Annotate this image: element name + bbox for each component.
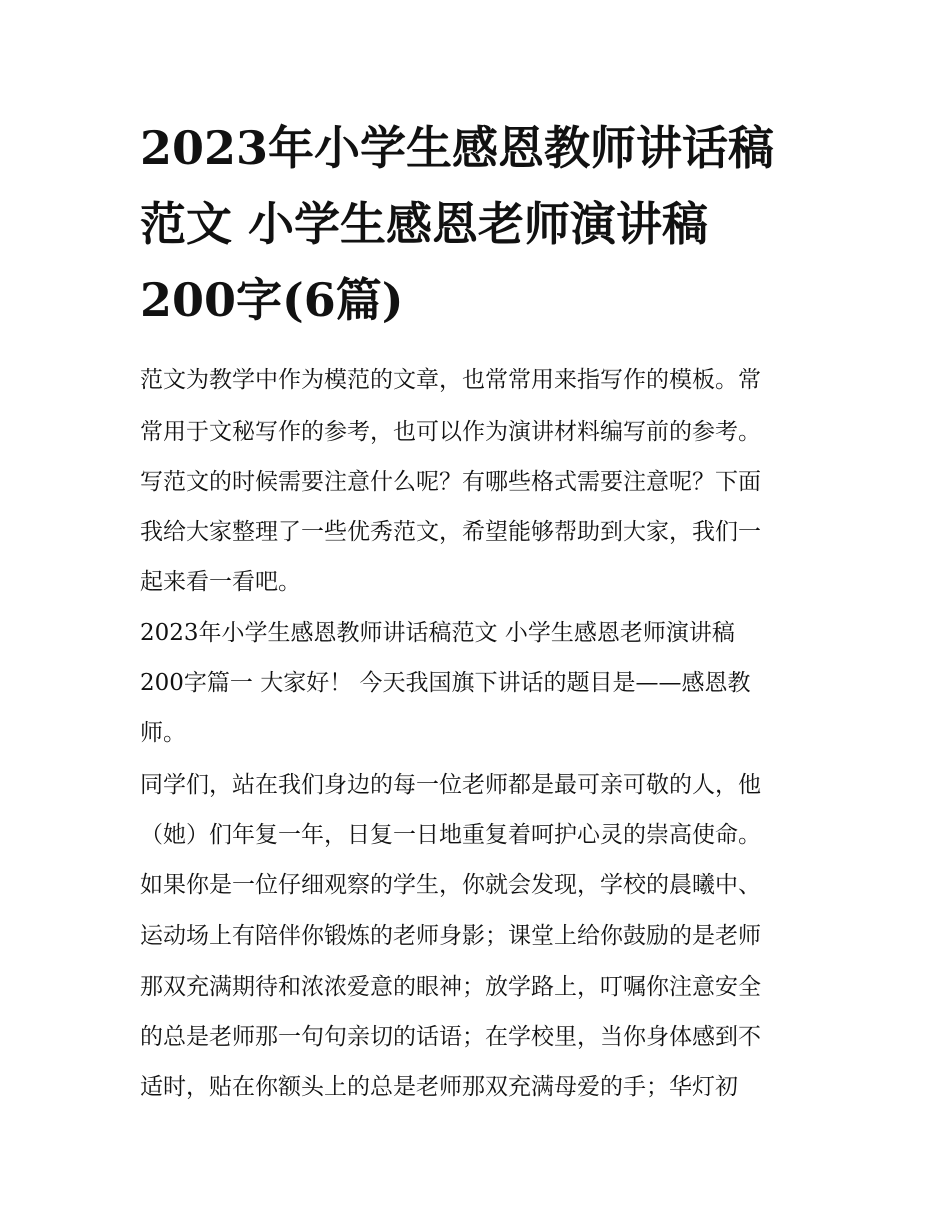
body-line-8: 师。 [140,720,186,746]
body-line-14: 的总是老师那一句句亲切的话语；在学校里，当你身体感到不 [140,1024,761,1050]
title-line-1: 2023年小学生感恩教师讲话稿 [140,121,775,175]
body-line-11: 如果你是一位仔细观察的学生，你就会发现，学校的晨曦中、 [140,872,761,898]
body-line-2: 常用于文秘写作的参考，也可以作为演讲材料编写前的参考。 [140,419,761,445]
body-line-13: 那双充满期待和浓浓爱意的眼神；放学路上，叮嘱你注意安全 [140,974,761,1000]
body-line-9: 同学们，站在我们身边的每一位老师都是最可亲可敬的人，他 [140,772,761,798]
body-line-5: 起来看一看吧。 [140,569,301,595]
body-line-7: 200字篇一 大家好！ 今天我国旗下讲话的题目是——感恩教 [140,670,751,696]
body-line-6: 2023年小学生感恩教师讲话稿范文 小学生感恩老师演讲稿 [140,620,735,646]
body-line-10: （她）们年复一年，日复一日地重复着呵护心灵的崇高使命。 [140,822,761,848]
body-line-12: 运动场上有陪伴你锻炼的老师身影；课堂上给你鼓励的是老师 [140,923,761,949]
title-line-3: 200字(6篇) [140,273,404,327]
document-title [140,110,820,338]
title-line-2: 范文 小学生感恩老师演讲稿 [140,197,709,251]
body-line-1: 范文为教学中作为模范的文章，也常常用来指写作的模板。常 [140,367,761,393]
body-line-4: 我给大家整理了一些优秀范文，希望能够帮助到大家，我们一 [140,519,761,545]
body-line-3: 写范文的时候需要注意什么呢？有哪些格式需要注意呢？下面 [140,469,761,495]
body-line-15: 适时，贴在你额头上的总是老师那双充满母爱的手；华灯初 [140,1074,738,1100]
